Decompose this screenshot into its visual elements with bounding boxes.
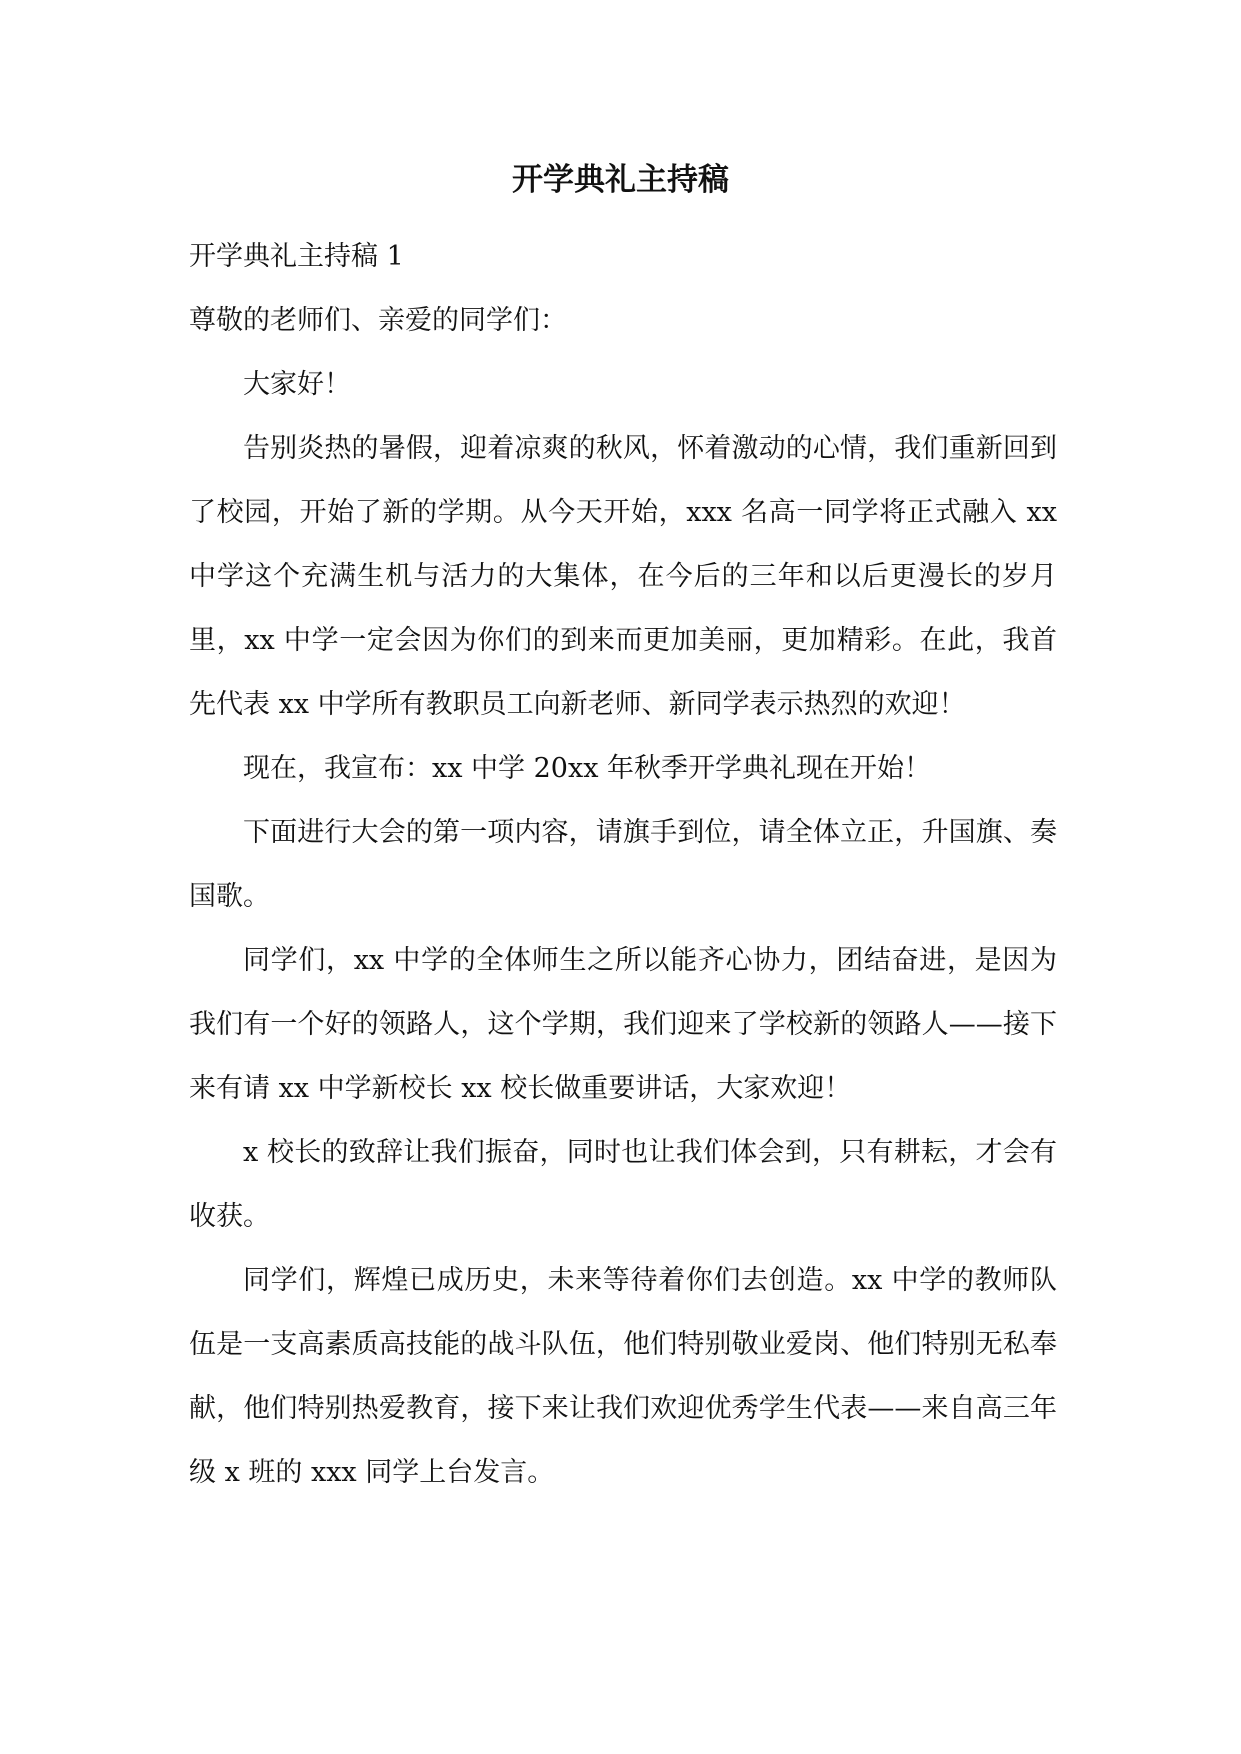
- salutation: 尊敬的老师们、亲爱的同学们：: [189, 305, 567, 336]
- paragraph-welcome: 告别炎热的暑假，迎着凉爽的秋风，怀着激动的心情，我们重新回到了校园，开始了新的学期。从今天开始，xxx 名高一同学将正式融入 xx 中学这个充满生机与活力的大集体，在今后的三年和以后更漫长的岁月里，xx 中学一定会因为你们的到来而更加美丽，更加精彩。在此，我首先代表 xx 中学所有教职员工向新老师、新同学表示热烈的欢迎！: [189, 433, 1057, 720]
- paragraph-greeting: 大家好！: [243, 369, 351, 400]
- document-body: [189, 225, 1057, 1505]
- page-title: 开学典礼主持稿: [512, 162, 729, 198]
- paragraph-flag: 下面进行大会的第一项内容，请旗手到位，请全体立正，升国旗、奏国歌。: [189, 817, 1057, 912]
- paragraph-principal-thanks: x 校长的致辞让我们振奋，同时也让我们体会到，只有耕耘，才会有收获。: [189, 1137, 1057, 1232]
- section-heading: 开学典礼主持稿 1: [189, 241, 404, 272]
- paragraph-opening: 现在，我宣布：xx 中学 20xx 年秋季开学典礼现在开始！: [243, 753, 932, 784]
- paragraph-student-intro: 同学们，辉煌已成历史，未来等待着你们去创造。xx 中学的教师队伍是一支高素质高技能的战斗队伍，他们特别敬业爱岗、他们特别无私奉献，他们特别热爱教育，接下来让我们欢迎优秀学生代表——来自高三年级 x 班的 xxx 同学上台发言。: [189, 1265, 1057, 1488]
- paragraph-principal-intro: 同学们，xx 中学的全体师生之所以能齐心协力，团结奋进，是因为我们有一个好的领路人，这个学期，我们迎来了学校新的领路人——接下来有请 xx 中学新校长 xx 校长做重要讲话，大家欢迎！: [189, 945, 1057, 1104]
